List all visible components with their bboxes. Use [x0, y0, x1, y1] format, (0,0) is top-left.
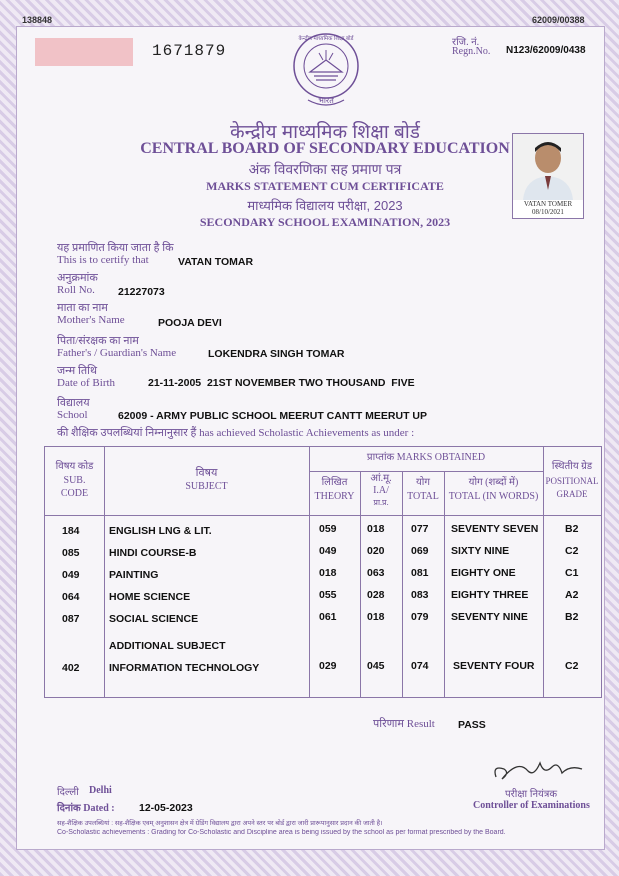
subject-name: PAINTING	[109, 569, 159, 581]
serial-stamp	[35, 38, 133, 66]
total-in-words: SIXTY NINE	[451, 545, 510, 557]
roll-label-hi: अनुक्रमांक	[57, 272, 98, 284]
student-name: VATAN TOMAR	[178, 256, 254, 268]
subject-code: 064	[62, 591, 80, 603]
subject-code: 087	[62, 613, 80, 625]
emblem-top-text: केन्द्रीय माध्यमिक शिक्षा बोर्ड	[298, 36, 354, 42]
emblem-bottom-text: भारत	[318, 96, 334, 105]
positional-grade: C2	[565, 545, 579, 557]
mother-label-hi: माता का नाम	[57, 302, 108, 314]
total-marks: 081	[411, 567, 429, 579]
serial-top-right: 62009/00388	[532, 15, 585, 25]
school-label-hi: विद्यालय	[57, 397, 90, 409]
footer-note-hi: सह-शैक्षिक उपलब्धियां : सह-शैक्षिक एवम् अनुशासन क्षेत्र में ग्रेडिंग विद्यालय द्वारा अपने स्तर पर बोर्ड द्वारा जारी प्रारूपानुसार प्रदान की जाती है।	[57, 820, 383, 827]
certify-label-hi: यह प्रमाणित किया जाता है कि	[57, 242, 174, 254]
father-label-hi: पिता/संरक्षक का नाम	[57, 335, 139, 347]
dated-label: दिनांक Dated :	[57, 803, 115, 814]
dob-label-en: Date of Birth	[57, 377, 116, 389]
board-name-english: CENTRAL BOARD OF SECONDARY EDUCATION	[140, 140, 510, 157]
positional-grade: B2	[565, 523, 579, 535]
grade-header-hi: स्थितीय ग्रेड	[551, 461, 593, 472]
ia-marks: 020	[367, 545, 385, 557]
mother-name: POOJA DEVI	[158, 317, 222, 329]
regn-number: N123/62009/0438	[506, 45, 586, 56]
serial-top-left: 138848	[22, 15, 53, 25]
exam-title-hindi: माध्यमिक विद्यालय परीक्षा, 2023	[247, 198, 403, 213]
roll-label-en: Roll No.	[57, 284, 95, 296]
result-label: परिणाम Result	[373, 718, 435, 730]
additional-heading: ADDITIONAL SUBJECT	[109, 640, 226, 652]
additional-code: 402	[62, 662, 80, 674]
certificate-number: 1671879	[152, 42, 227, 60]
grade-header-en2: GRADE	[556, 489, 588, 499]
father-label-en: Father's / Guardian's Name	[57, 347, 177, 359]
theory-marks: 061	[319, 611, 337, 623]
student-photo	[512, 133, 584, 219]
result-value: PASS	[458, 719, 486, 731]
total-in-words: EIGHTY ONE	[451, 567, 516, 579]
ia-marks: 018	[367, 611, 385, 623]
total-header-hi: योग	[415, 477, 431, 488]
positional-grade: B2	[565, 611, 579, 623]
doc-title-english: MARKS STATEMENT CUM CERTIFICATE	[206, 179, 444, 193]
code-header-en1: SUB.	[63, 475, 86, 486]
father-name: LOKENDRA SINGH TOMAR	[208, 348, 345, 360]
total-in-words: SEVENTY NINE	[451, 611, 528, 623]
ia-header-en2: प्रा.प्र.	[373, 498, 389, 507]
mother-label-en: Mother's Name	[57, 314, 125, 326]
positional-grade: A2	[565, 589, 579, 601]
ia-header-hi: आं.मू.	[370, 473, 392, 484]
positional-grade: C1	[565, 567, 579, 579]
additional-theory: 029	[319, 660, 337, 672]
additional-name: INFORMATION TECHNOLOGY	[109, 662, 260, 674]
regn-label-hi: रजि. नं.	[452, 37, 480, 48]
theory-marks: 059	[319, 523, 337, 535]
marks-header: प्राप्तांक MARKS OBTAINED	[366, 452, 486, 463]
additional-grade: C2	[565, 660, 579, 672]
total-marks: 079	[411, 611, 429, 623]
total-header-en: TOTAL	[407, 491, 439, 502]
total-marks: 083	[411, 589, 429, 601]
regn-label-en: Regn.No.	[452, 46, 491, 57]
words-header-hi: योग (शब्दों में)	[468, 477, 519, 488]
code-header-en2: CODE	[60, 488, 89, 499]
total-in-words: SEVENTY SEVEN	[451, 523, 539, 535]
subject-name: HOME SCIENCE	[109, 591, 191, 603]
theory-marks: 018	[319, 567, 337, 579]
date-of-birth: 21-11-2005 21ST NOVEMBER TWO THOUSAND FIVE	[148, 377, 415, 389]
ia-marks: 018	[367, 523, 385, 535]
school-name: 62009 - ARMY PUBLIC SCHOOL MEERUT CANTT MEERUT UP	[118, 410, 428, 422]
total-marks: 069	[411, 545, 429, 557]
total-in-words: EIGHTY THREE	[451, 589, 529, 601]
grade-header-en1: POSITIONAL	[545, 476, 599, 486]
theory-marks: 055	[319, 589, 337, 601]
subject-header-hi: विषय	[195, 467, 218, 479]
school-label-en: School	[57, 409, 88, 421]
subject-name: HINDI COURSE-B	[109, 547, 197, 559]
issue-date: 12-05-2023	[139, 802, 193, 814]
marks-table	[44, 446, 602, 698]
controller-title-hi: परीक्षा नियंत्रक	[505, 789, 558, 800]
achievement-statement: की शैक्षिक उपलब्धियां निम्नानुसार हैं has achieved Scholastic Achievements as under :	[57, 427, 415, 439]
place-hi: दिल्ली	[57, 787, 79, 798]
subject-code: 184	[62, 525, 80, 537]
photo-date: 08/10/2021	[532, 208, 564, 216]
dob-label-hi: जन्म तिथि	[57, 365, 97, 377]
roll-number: 21227073	[118, 286, 165, 298]
subject-code: 085	[62, 547, 80, 559]
additional-total: 074	[411, 660, 429, 672]
additional-ia: 045	[367, 660, 385, 672]
photo-name: VATAN TOMER	[523, 200, 573, 208]
doc-title-hindi: अंक विवरणिका सह प्रमाण पत्र	[248, 161, 402, 177]
board-name-hindi: केन्द्रीय माध्यमिक शिक्षा बोर्ड	[230, 122, 420, 143]
additional-words: SEVENTY FOUR	[453, 660, 535, 672]
subject-name: ENGLISH LNG & LIT.	[109, 525, 212, 537]
subject-header-en: SUBJECT	[185, 481, 228, 492]
words-header-en: TOTAL (IN WORDS)	[448, 491, 539, 502]
place-en: Delhi	[89, 785, 112, 796]
theory-header-en: THEORY	[314, 491, 355, 502]
ia-header-en1: I.A/	[373, 485, 389, 496]
certify-label-en: This is to certify that	[57, 254, 149, 266]
code-header-hi: विषय कोड	[55, 461, 94, 472]
ia-marks: 063	[367, 567, 385, 579]
exam-title-english: SECONDARY SCHOOL EXAMINATION, 2023	[199, 215, 451, 229]
total-marks: 077	[411, 523, 429, 535]
subject-code: 049	[62, 569, 80, 581]
subject-name: SOCIAL SCIENCE	[109, 613, 199, 625]
theory-marks: 049	[319, 545, 337, 557]
controller-title-en: Controller of Examinations	[473, 800, 590, 811]
controller-signature	[488, 755, 588, 787]
footer-note-en: Co-Scholastic achievements : Grading for Co-Scholastic and Discipline area is being issued by the school as per format prescribed by the Board.	[57, 829, 506, 836]
ia-marks: 028	[367, 589, 385, 601]
theory-header-hi: लिखित	[321, 477, 348, 488]
